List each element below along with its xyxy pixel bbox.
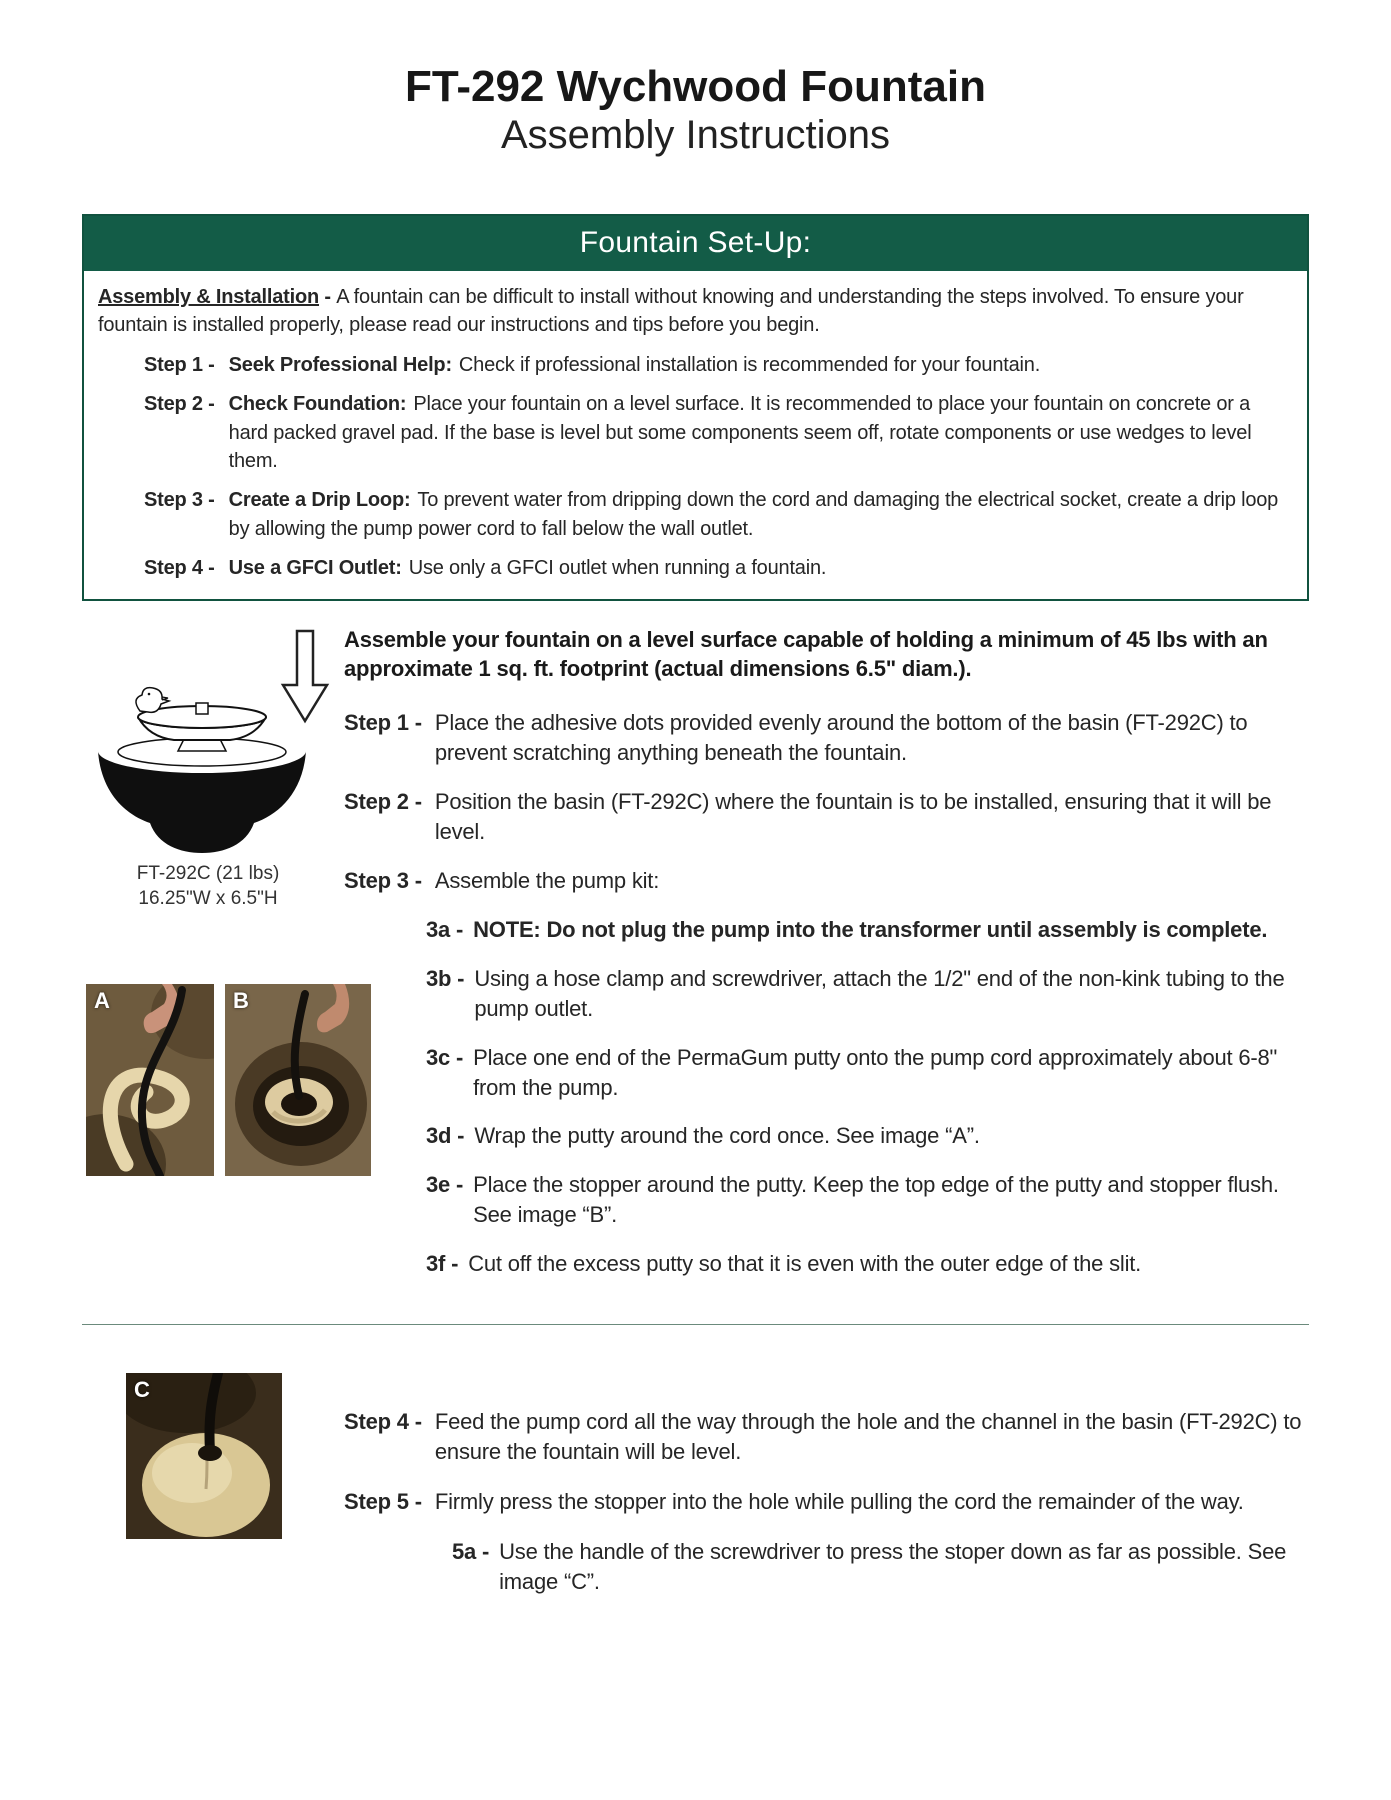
substep-5a-label: 5a -	[452, 1538, 490, 1564]
section-divider	[82, 1324, 1309, 1325]
assembly-step-4	[344, 1407, 1309, 1467]
substep-3c-text: Place one end of the PermaGum putty onto the pump cord approximately about 6-8" from the pump.	[473, 1044, 1278, 1100]
substep-3e-text: Place the stopper around the putty. Keep the top edge of the putty and stopper flush. See image “B”.	[473, 1172, 1279, 1228]
assembly-intro: Assemble your fountain on a level surface capable of holding a minimum of 45 lbs with an approximate 1 sq. ft. footprint (actual dimensions 6.5" diam.).	[344, 626, 1268, 682]
photo-row-ab	[86, 984, 334, 1176]
assembly-step-5-label: Step 5 -	[344, 1488, 422, 1514]
photo-b	[225, 984, 371, 1176]
setup-intro-dash: -	[319, 286, 337, 309]
assembly-step-2	[344, 787, 1309, 847]
substep-3b-text: Using a hose clamp and screwdriver, attach the 1/2" end of the non-kink tubing to the pump outlet.	[474, 965, 1285, 1021]
figure-caption-dimensions: 16.25"W x 6.5"H	[138, 888, 278, 910]
photo-a	[86, 984, 214, 1176]
assembly-step-1-label: Step 1 -	[344, 710, 422, 736]
setup-step-4-label: Step 4 -	[144, 557, 215, 580]
substep-3e-label: 3e -	[426, 1172, 464, 1198]
setup-intro	[98, 283, 1289, 340]
substep-3d-text: Wrap the putty around the cord once. See image “A”.	[474, 1123, 980, 1149]
setup-intro-text: A fountain can be difficult to install without knowing and understanding the steps involved. To ensure your fountain is installed properly, please read our instructions and tips before you begin.	[98, 286, 1244, 337]
substep-3c-label: 3c -	[426, 1044, 464, 1070]
assembly-step-4-text: Feed the pump cord all the way through the hole and the channel in the basin (FT-292C) to ensure the fountain will be level.	[434, 1409, 1302, 1464]
substep-3d	[426, 1121, 1309, 1151]
setup-step-2-text: Place your fountain on a level surface. It is recommended to place your fountain on concrete or a hard packed gravel pad. If the base is level but some components seem off, rotate components or use wedges to level them.	[228, 393, 1252, 473]
substep-3d-label: 3d -	[426, 1123, 465, 1149]
setup-step-3-text: To prevent water from dripping down the cord and damaging the electrical socket, create a drip loop by allowing the pump power cord to fall below the wall outlet.	[228, 489, 1279, 540]
substep-3e	[426, 1170, 1309, 1230]
substep-3b-label: 3b -	[426, 965, 465, 991]
substep-3c	[426, 1043, 1309, 1103]
pump-kit-substeps	[426, 915, 1309, 1279]
substep-3a-text: NOTE: Do not plug the pump into the transformer until assembly is complete.	[473, 916, 1268, 942]
substep-3f-text: Cut off the excess putty so that it is even with the outer edge of the slit.	[468, 1251, 1142, 1277]
photo-c-label: C	[134, 1377, 150, 1403]
setup-step-2-title: Check Foundation:	[228, 393, 407, 416]
fountain-setup-box	[82, 214, 1309, 601]
setup-step-2-label: Step 2 -	[144, 393, 215, 416]
setup-step-1-label: Step 1 -	[144, 353, 215, 376]
setup-step-4-title: Use a GFCI Outlet:	[228, 557, 402, 580]
assembly-step-2-text: Position the basin (FT-292C) where the fountain is to be installed, ensuring that it will be level.	[434, 789, 1272, 845]
figure-caption-model: FT-292C (21 lbs)	[136, 862, 280, 884]
photo-b-label: B	[233, 987, 249, 1013]
setup-step-4	[144, 554, 1289, 582]
setup-box-header: Fountain Set-Up:	[84, 216, 1307, 271]
bottom-text-column	[334, 1373, 1309, 1616]
substep-3f-label: 3f -	[426, 1251, 459, 1277]
figure-caption	[82, 861, 334, 912]
substep-3a-label: 3a -	[426, 916, 464, 942]
bottom-figure-column	[82, 1373, 334, 1616]
photo-c	[126, 1373, 282, 1539]
assembly-section	[82, 625, 1309, 1299]
setup-step-3-title: Create a Drip Loop:	[228, 489, 411, 512]
setup-step-1-title: Seek Professional Help:	[228, 353, 452, 376]
substep-3a	[426, 915, 1309, 945]
assembly-step-3-text: Assemble the pump kit:	[434, 868, 660, 894]
assembly-step-3-label: Step 3 -	[344, 868, 422, 894]
setup-step-1	[144, 351, 1289, 379]
substep-5a	[452, 1537, 1309, 1597]
bottom-section	[82, 1373, 1309, 1616]
setup-intro-label: Assembly & Installation	[98, 286, 320, 309]
assembly-step-4-label: Step 4 -	[344, 1409, 422, 1435]
setup-box-body	[84, 271, 1307, 599]
page-subtitle: Assembly Instructions	[500, 113, 891, 158]
substep-5a-text: Use the handle of the screwdriver to press the stoper down as far as possible. See image “C”.	[499, 1538, 1287, 1594]
assembly-step-1-text: Place the adhesive dots provided evenly around the bottom of the basin (FT-292C) to prevent scratching anything beneath the fountain.	[434, 710, 1248, 766]
setup-step-3	[144, 486, 1289, 543]
setup-step-3-label: Step 3 -	[144, 489, 215, 512]
photo-a-label: A	[94, 987, 110, 1013]
assembly-step-5-text: Firmly press the stopper into the hole while pulling the cord the remainder of the way.	[434, 1488, 1244, 1514]
assembly-step-5	[344, 1487, 1309, 1517]
setup-step-2	[144, 390, 1289, 475]
down-arrow-icon	[283, 631, 327, 721]
setup-step-4-text: Use only a GFCI outlet when running a fountain.	[408, 557, 827, 580]
substep-3b	[426, 964, 1309, 1024]
assembly-figures-column	[82, 625, 334, 1299]
assembly-step-1	[344, 708, 1309, 768]
page-title: FT-292 Wychwood Fountain	[405, 62, 986, 111]
setup-step-1-text: Check if professional installation is recommended for your fountain.	[458, 353, 1041, 376]
substep-3f	[426, 1249, 1309, 1279]
title-block	[0, 0, 1391, 158]
fountain-illustration	[82, 625, 330, 857]
assembly-step-3	[344, 866, 1309, 896]
assembly-text-column	[334, 625, 1309, 1299]
assembly-step-2-label: Step 2 -	[344, 789, 422, 815]
